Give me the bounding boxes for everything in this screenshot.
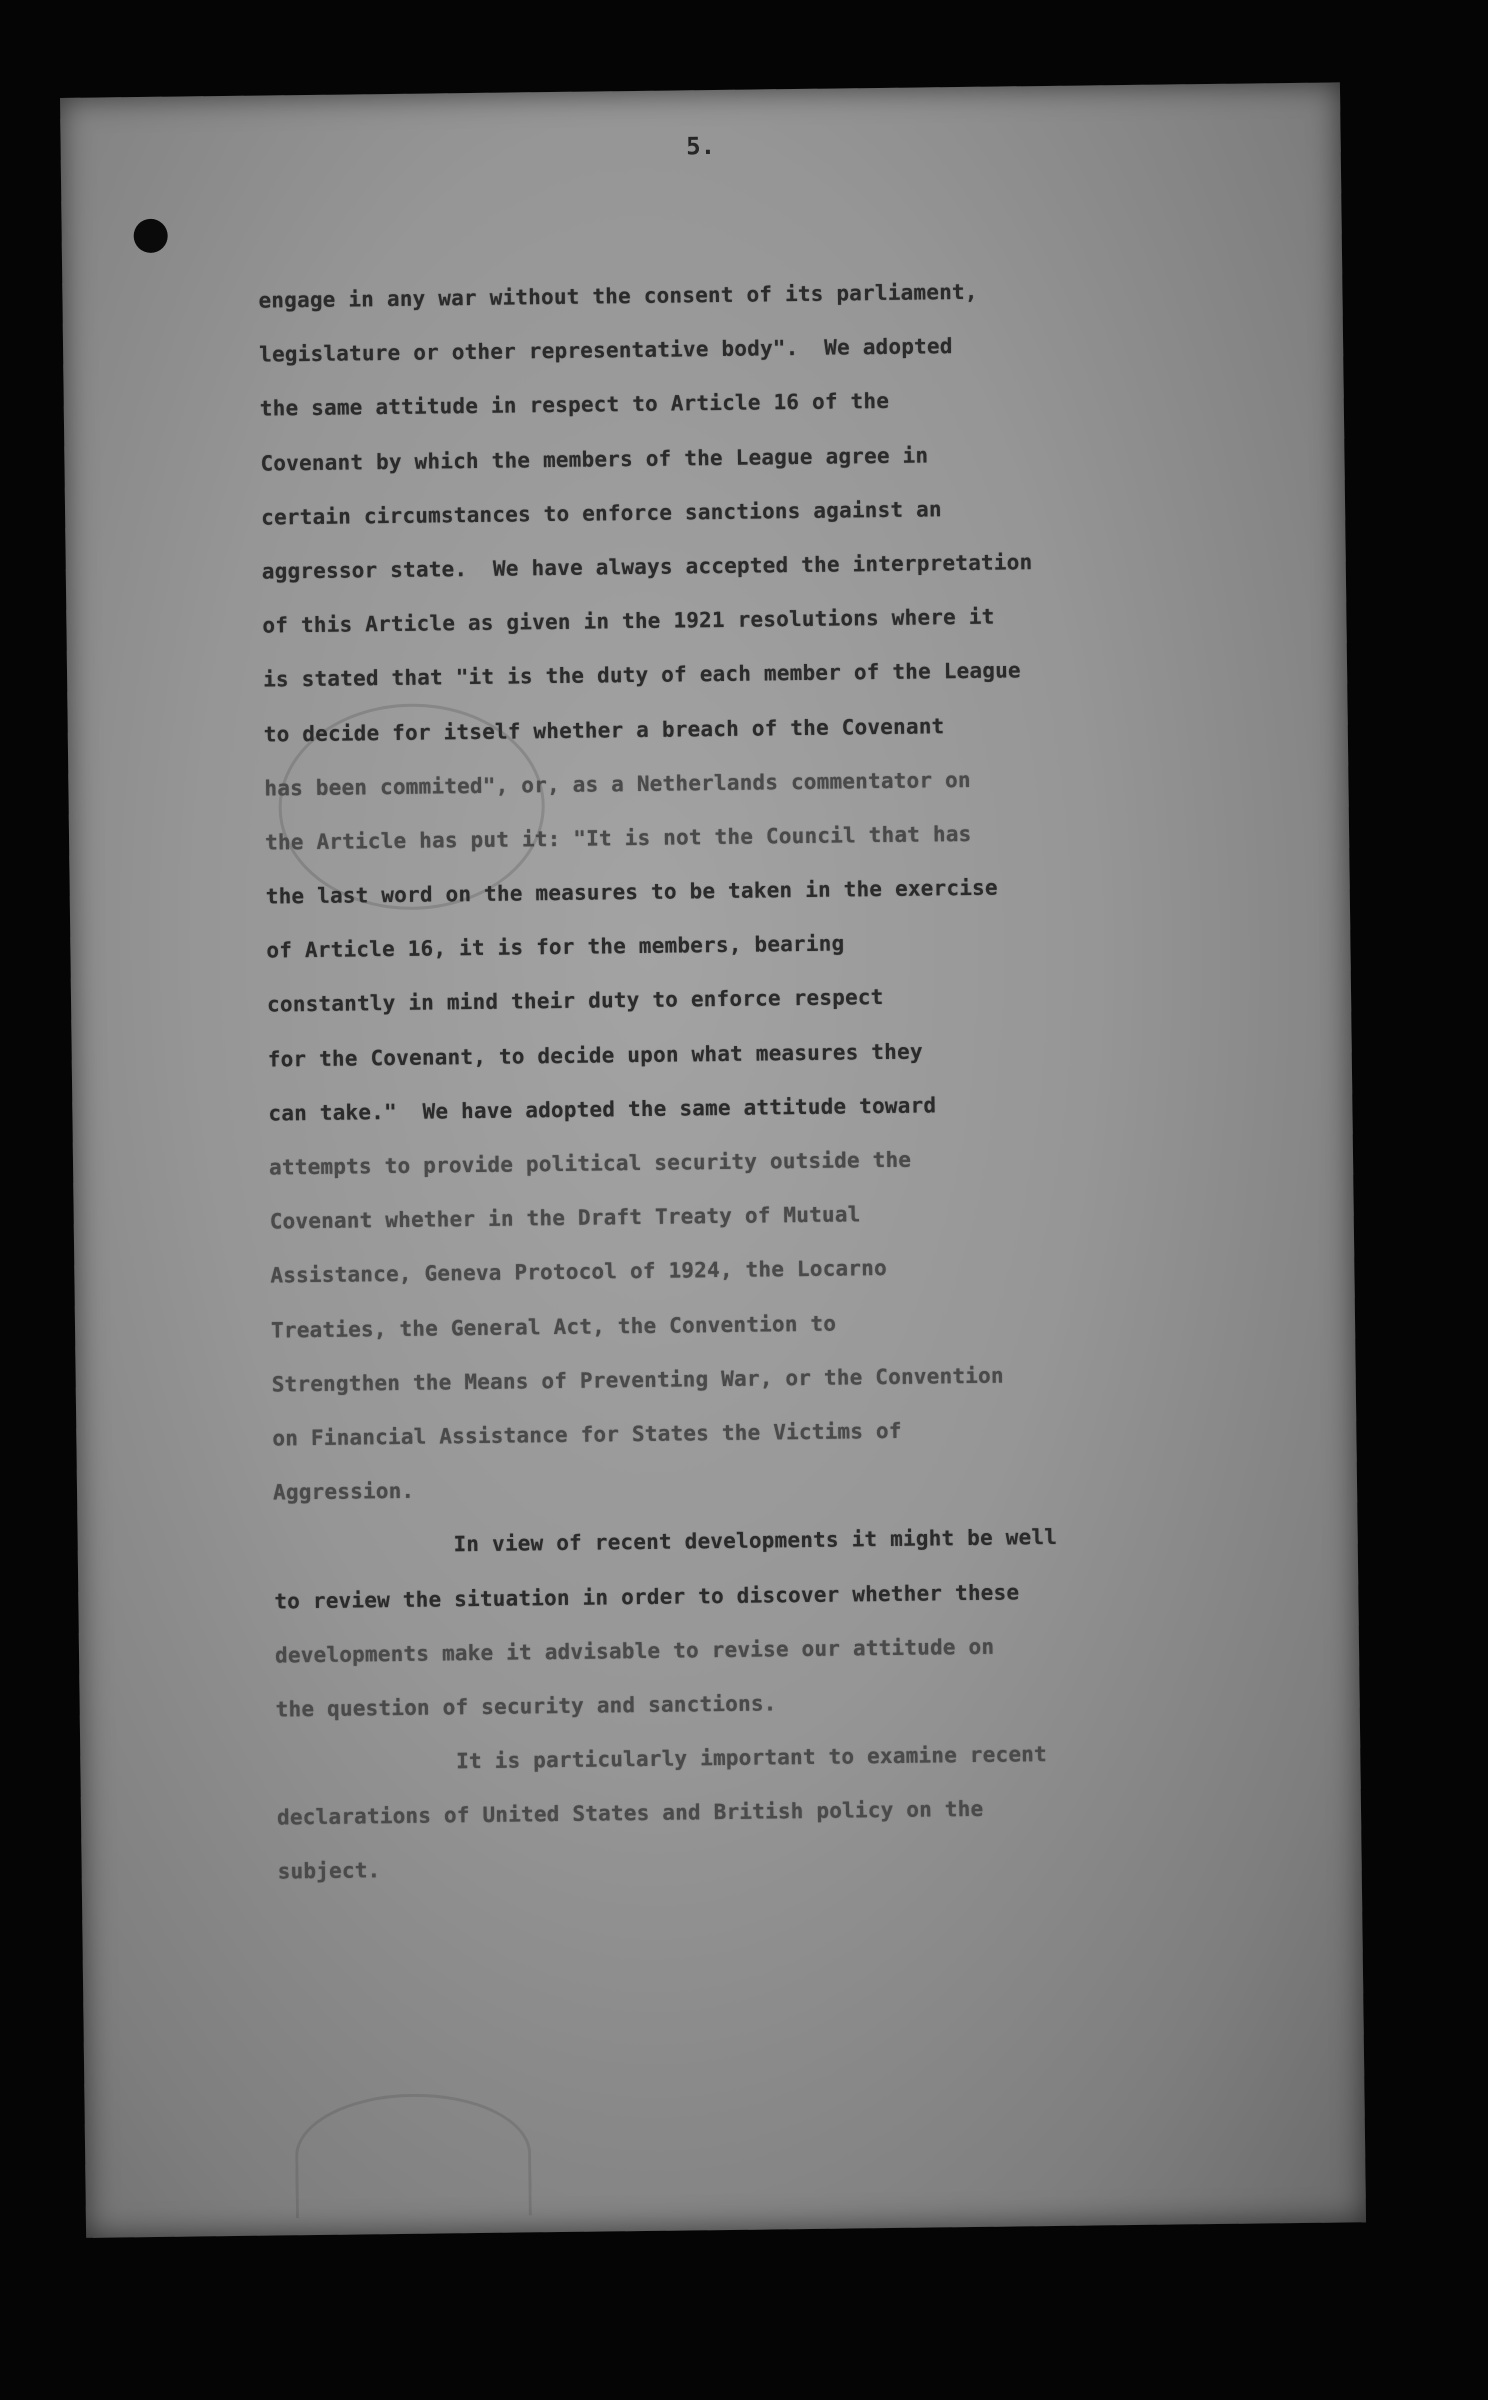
text-line: Assistance, Geneva Protocol of 1924, the Locarno	[270, 1256, 887, 1288]
text-line: Strengthen the Means of Preventing War, or the Convention	[271, 1363, 1004, 1397]
text-line: on Financial Assistance for States the Victims of	[272, 1418, 902, 1451]
text-line: declarations of United States and British policy on the	[276, 1797, 984, 1830]
text-line: of this Article as given in the 1921 resolutions where it	[262, 604, 995, 638]
text-line: the Article has put it: "It is not the Council that has	[264, 821, 972, 855]
text-line: In view of recent developments it might be well	[273, 1525, 1058, 1559]
paper-page	[60, 82, 1366, 2237]
body-text	[258, 261, 1278, 1899]
text-line: aggressor state. We have always accepted the interpretation	[261, 550, 1033, 584]
punch-hole	[133, 219, 167, 253]
text-line: Aggression.	[272, 1478, 415, 1505]
text-line: Covenant whether in the Draft Treaty of Mutual	[269, 1202, 861, 1234]
text-line: It is particularly important to examine recent	[276, 1742, 1048, 1776]
text-line: legislature or other representative body". We adopted	[259, 334, 953, 367]
text-line: is stated that "it is the duty of each member of the League	[262, 658, 1021, 692]
text-line: can take." We have adopted the same attitude toward	[268, 1093, 937, 1126]
text-line: engage in any war without the consent of its parliament,	[258, 279, 978, 313]
text-line: certain circumstances to enforce sanctions against an	[260, 497, 942, 530]
text-line: for the Covenant, to decide upon what measures they	[267, 1039, 923, 1072]
text-line: the same attitude in respect to Article 16 of the	[259, 389, 890, 421]
page-number: 5.	[686, 132, 716, 161]
text-line: developments make it advisable to revise our attitude on	[274, 1634, 995, 1668]
faded-stamp-bottom	[294, 2092, 531, 2218]
text-line: Treaties, the General Act, the Convention to	[270, 1311, 837, 1343]
text-line: to review the situation in order to discover whether these	[274, 1579, 1020, 1613]
text-line: Covenant by which the members of the League agree in	[260, 442, 929, 476]
text-line: has been commited", or, as a Netherlands commentator on	[264, 767, 971, 801]
text-line: subject.	[277, 1858, 381, 1884]
text-line: constantly in mind their duty to enforce respect	[266, 985, 884, 1017]
text-line: of Article 16, it is for the members, bearing	[266, 931, 845, 963]
text-line: the question of security and sanctions.	[275, 1691, 777, 1722]
text-line: to decide for itself whether a breach of the Covenant	[263, 713, 945, 747]
text-line: attempts to provide political security outside the	[268, 1147, 912, 1180]
text-line: the last word on the measures to be taken in the exercise	[265, 875, 998, 909]
